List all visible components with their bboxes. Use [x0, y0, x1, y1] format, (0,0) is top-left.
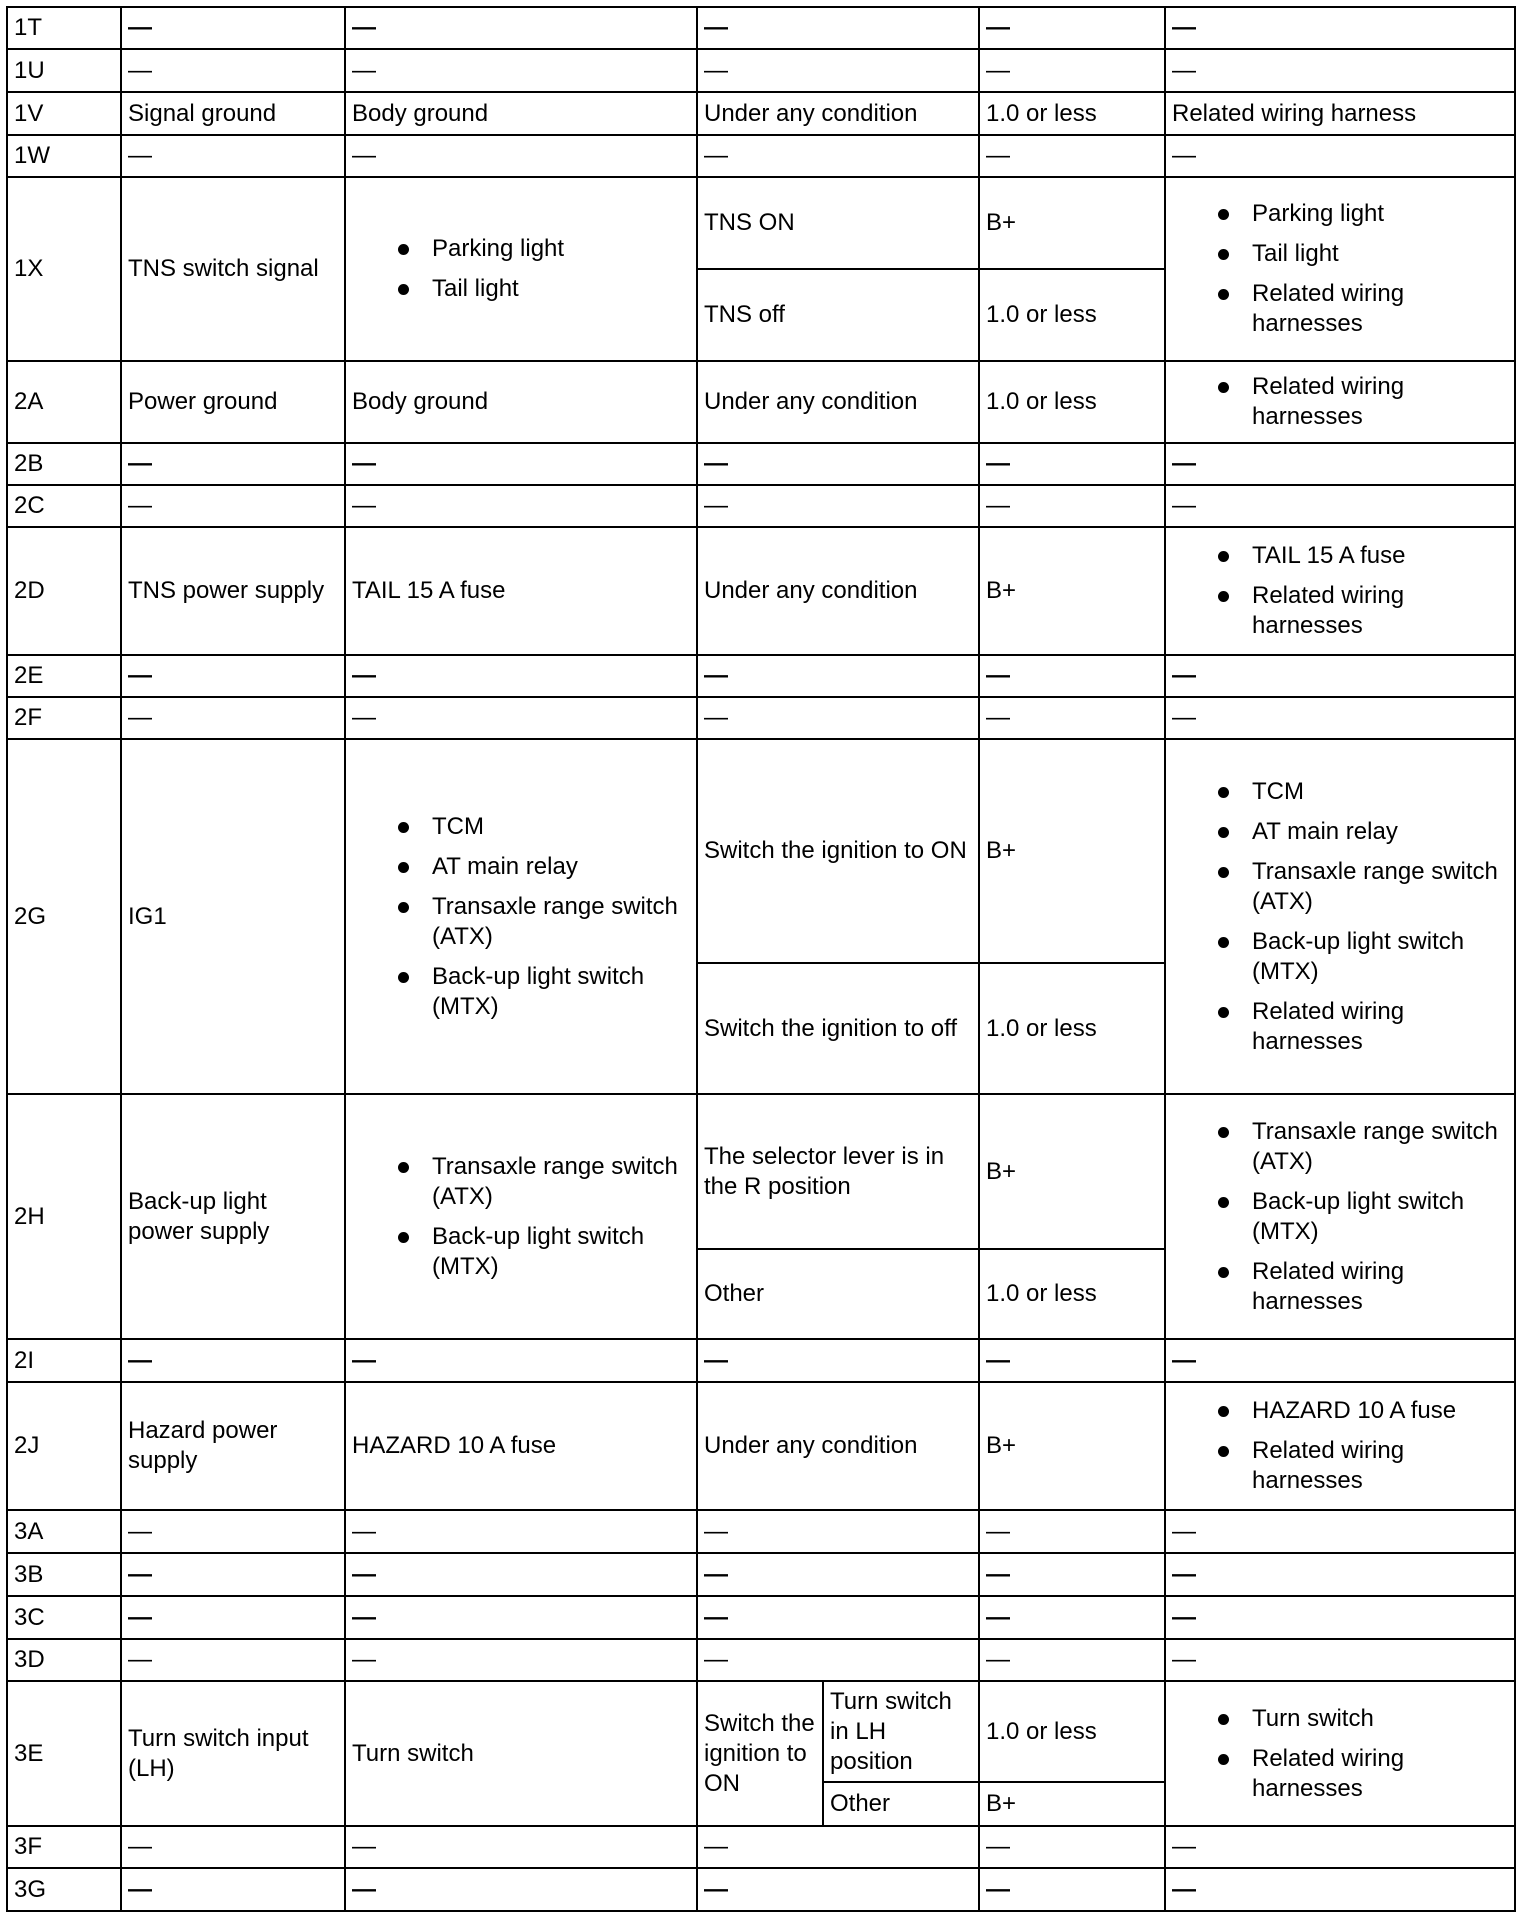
dash-cell: — [1165, 443, 1515, 485]
table-row [7, 1339, 1515, 1382]
dash-cell: — [121, 1868, 345, 1911]
connected-to-cell [345, 739, 697, 1094]
condition-cell: Under any condition [697, 361, 979, 443]
table-row [7, 1596, 1515, 1639]
terminal-cell: 2C [7, 485, 121, 527]
terminal-cell: 3C [7, 1596, 121, 1639]
dash-cell: — [697, 443, 979, 485]
condition-cell: Switch the ignition to ON [697, 739, 979, 963]
inspection-cell [1165, 527, 1515, 655]
dash-cell: — [1165, 1596, 1515, 1639]
voltage-cell: B+ [979, 1094, 1165, 1249]
table-row [7, 177, 1515, 269]
voltage-cell: B+ [979, 177, 1165, 269]
dash-cell: — [121, 1553, 345, 1596]
signal-cell: Hazard power supply [121, 1382, 345, 1510]
terminal-cell: 2H [7, 1094, 121, 1339]
dash-cell: — [1165, 485, 1515, 527]
condition-cell: Other [697, 1249, 979, 1339]
dash-cell: — [345, 1826, 697, 1868]
dash-cell: — [345, 443, 697, 485]
list-item: AT main relay [1172, 817, 1508, 847]
dash-cell: — [697, 1596, 979, 1639]
terminal-cell: 1W [7, 135, 121, 177]
voltage-cell: B+ [979, 527, 1165, 655]
dash-cell: — [1165, 697, 1515, 739]
dash-cell: — [121, 135, 345, 177]
list-item: Related wiring harnesses [1172, 372, 1508, 432]
dash-cell: — [697, 1826, 979, 1868]
dash-cell: — [1165, 1868, 1515, 1911]
dash-cell: — [697, 1510, 979, 1553]
table-row [7, 361, 1515, 443]
list-item: Turn switch [1172, 1704, 1508, 1734]
voltage-cell: 1.0 or less [979, 92, 1165, 135]
table-row [7, 1510, 1515, 1553]
dash-cell: — [979, 1826, 1165, 1868]
dash-cell: — [979, 1868, 1165, 1911]
table-row [7, 655, 1515, 697]
table-row [7, 697, 1515, 739]
table-row [7, 443, 1515, 485]
signal-cell: IG1 [121, 739, 345, 1094]
signal-cell: Back-up light power supply [121, 1094, 345, 1339]
voltage-cell: 1.0 or less [979, 361, 1165, 443]
dash-cell: — [979, 135, 1165, 177]
inspection-cell [1165, 361, 1515, 443]
inspection-cell [1165, 1094, 1515, 1339]
dash-cell: — [121, 49, 345, 92]
voltage-cell: 1.0 or less [979, 963, 1165, 1094]
voltage-cell: 1.0 or less [979, 1249, 1165, 1339]
list-item: Tail light [352, 274, 690, 304]
table-row [7, 1868, 1515, 1911]
dash-cell: — [345, 1510, 697, 1553]
dash-cell: — [979, 1553, 1165, 1596]
list-item: Related wiring harnesses [1172, 279, 1508, 339]
dash-cell: — [1165, 7, 1515, 49]
dash-cell: — [979, 655, 1165, 697]
condition-cell: TNS off [697, 269, 979, 361]
signal-cell: TNS switch signal [121, 177, 345, 361]
voltage-cell: 1.0 or less [979, 1681, 1165, 1782]
dash-cell: — [345, 1639, 697, 1681]
signal-cell: Turn switch input (LH) [121, 1681, 345, 1826]
connected-to-cell: Body ground [345, 361, 697, 443]
dash-cell: — [121, 1339, 345, 1382]
dash-cell: — [121, 655, 345, 697]
inspection-cell [1165, 1382, 1515, 1510]
dash-cell: — [1165, 1510, 1515, 1553]
list-item: Related wiring harnesses [1172, 1436, 1508, 1496]
dash-cell: — [1165, 655, 1515, 697]
terminal-cell: 2I [7, 1339, 121, 1382]
dash-cell: — [697, 1639, 979, 1681]
list-item: Parking light [1172, 199, 1508, 229]
connected-to-cell: HAZARD 10 A fuse [345, 1382, 697, 1510]
voltage-cell: B+ [979, 1382, 1165, 1510]
dash-cell: — [121, 1639, 345, 1681]
dash-cell: — [121, 7, 345, 49]
condition-cell: The selector lever is in the R position [697, 1094, 979, 1249]
dash-cell: — [697, 135, 979, 177]
terminal-cell: 1U [7, 49, 121, 92]
table-row [7, 1681, 1515, 1782]
terminal-cell: 3E [7, 1681, 121, 1826]
condition-cell: Under any condition [697, 527, 979, 655]
list-item: Parking light [352, 234, 690, 264]
dash-cell: — [979, 49, 1165, 92]
terminal-cell: 2B [7, 443, 121, 485]
list-item: Transaxle range switch (ATX) [1172, 857, 1508, 917]
table-row [7, 49, 1515, 92]
dash-cell: — [697, 655, 979, 697]
dash-cell: — [121, 697, 345, 739]
table-row [7, 1553, 1515, 1596]
dash-cell: — [979, 7, 1165, 49]
terminal-cell: 2D [7, 527, 121, 655]
list-item: Back-up light switch (MTX) [1172, 1187, 1508, 1247]
list-item: Related wiring harnesses [1172, 997, 1508, 1057]
dash-cell: — [979, 1596, 1165, 1639]
dash-cell: — [1165, 1553, 1515, 1596]
connected-to-cell [345, 1094, 697, 1339]
inspection-cell [1165, 177, 1515, 361]
dash-cell: — [345, 135, 697, 177]
table-row [7, 1094, 1515, 1249]
dash-cell: — [121, 485, 345, 527]
dash-cell: — [1165, 49, 1515, 92]
terminal-cell: 1X [7, 177, 121, 361]
dash-cell: — [345, 1553, 697, 1596]
condition-cell: Under any condition [697, 92, 979, 135]
table-row [7, 92, 1515, 135]
connected-to-cell: Body ground [345, 92, 697, 135]
dash-cell: — [1165, 1639, 1515, 1681]
table-row [7, 1826, 1515, 1868]
connected-to-cell [345, 177, 697, 361]
dash-cell: — [345, 697, 697, 739]
terminal-cell: 3B [7, 1553, 121, 1596]
list-item: Related wiring harnesses [1172, 581, 1508, 641]
connected-to-cell: Turn switch [345, 1681, 697, 1826]
voltage-cell: B+ [979, 739, 1165, 963]
dash-cell: — [1165, 1826, 1515, 1868]
inspection-cell: Related wiring harness [1165, 92, 1515, 135]
table-row [7, 1382, 1515, 1510]
dash-cell: — [979, 443, 1165, 485]
terminal-cell: 2F [7, 697, 121, 739]
sub-condition-cell: Turn switch in LH position [823, 1681, 979, 1782]
sub-condition-cell: Other [823, 1782, 979, 1826]
dash-cell: — [121, 443, 345, 485]
voltage-cell: B+ [979, 1782, 1165, 1826]
dash-cell: — [697, 7, 979, 49]
dash-cell: — [1165, 1339, 1515, 1382]
signal-cell: Signal ground [121, 92, 345, 135]
list-item: Related wiring harnesses [1172, 1744, 1508, 1804]
dash-cell: — [979, 1639, 1165, 1681]
table-row [7, 527, 1515, 655]
dash-cell: — [121, 1510, 345, 1553]
list-item: Back-up light switch (MTX) [352, 1222, 690, 1282]
list-item: Transaxle range switch (ATX) [352, 1152, 690, 1212]
terminal-cell: 1T [7, 7, 121, 49]
inspection-cell [1165, 1681, 1515, 1826]
table-row [7, 1639, 1515, 1681]
terminal-cell: 3F [7, 1826, 121, 1868]
dash-cell: — [345, 655, 697, 697]
dash-cell: — [697, 485, 979, 527]
dash-cell: — [345, 485, 697, 527]
terminal-cell: 2A [7, 361, 121, 443]
table-row [7, 739, 1515, 963]
terminal-voltage-table [6, 6, 1516, 1912]
list-item: Back-up light switch (MTX) [1172, 927, 1508, 987]
list-item: Transaxle range switch (ATX) [1172, 1117, 1508, 1177]
terminal-cell: 2G [7, 739, 121, 1094]
list-item: Back-up light switch (MTX) [352, 962, 690, 1022]
dash-cell: — [979, 697, 1165, 739]
condition-cell: TNS ON [697, 177, 979, 269]
dash-cell: — [697, 697, 979, 739]
signal-cell: Power ground [121, 361, 345, 443]
dash-cell: — [121, 1596, 345, 1639]
terminal-cell: 2J [7, 1382, 121, 1510]
list-item: Tail light [1172, 239, 1508, 269]
dash-cell: — [345, 1596, 697, 1639]
dash-cell: — [979, 1510, 1165, 1553]
condition-cell: Switch the ignition to ON [697, 1681, 823, 1826]
list-item: Transaxle range switch (ATX) [352, 892, 690, 952]
terminal-cell: 2E [7, 655, 121, 697]
list-item: TAIL 15 A fuse [1172, 541, 1508, 571]
list-item: Related wiring harnesses [1172, 1257, 1508, 1317]
connected-to-cell: TAIL 15 A fuse [345, 527, 697, 655]
voltage-cell: 1.0 or less [979, 269, 1165, 361]
condition-cell: Switch the ignition to off [697, 963, 979, 1094]
terminal-cell: 3G [7, 1868, 121, 1911]
table-row [7, 135, 1515, 177]
list-item: HAZARD 10 A fuse [1172, 1396, 1508, 1426]
dash-cell: — [121, 1826, 345, 1868]
list-item: TCM [352, 812, 690, 842]
signal-cell: TNS power supply [121, 527, 345, 655]
table-row [7, 485, 1515, 527]
inspection-cell [1165, 739, 1515, 1094]
dash-cell: — [345, 7, 697, 49]
table-row [7, 7, 1515, 49]
dash-cell: — [345, 49, 697, 92]
dash-cell: — [345, 1868, 697, 1911]
dash-cell: — [697, 49, 979, 92]
dash-cell: — [345, 1339, 697, 1382]
dash-cell: — [979, 485, 1165, 527]
dash-cell: — [697, 1339, 979, 1382]
terminal-cell: 3A [7, 1510, 121, 1553]
dash-cell: — [697, 1868, 979, 1911]
list-item: AT main relay [352, 852, 690, 882]
terminal-cell: 3D [7, 1639, 121, 1681]
dash-cell: — [697, 1553, 979, 1596]
terminal-cell: 1V [7, 92, 121, 135]
dash-cell: — [979, 1339, 1165, 1382]
dash-cell: — [1165, 135, 1515, 177]
condition-cell: Under any condition [697, 1382, 979, 1510]
list-item: TCM [1172, 777, 1508, 807]
